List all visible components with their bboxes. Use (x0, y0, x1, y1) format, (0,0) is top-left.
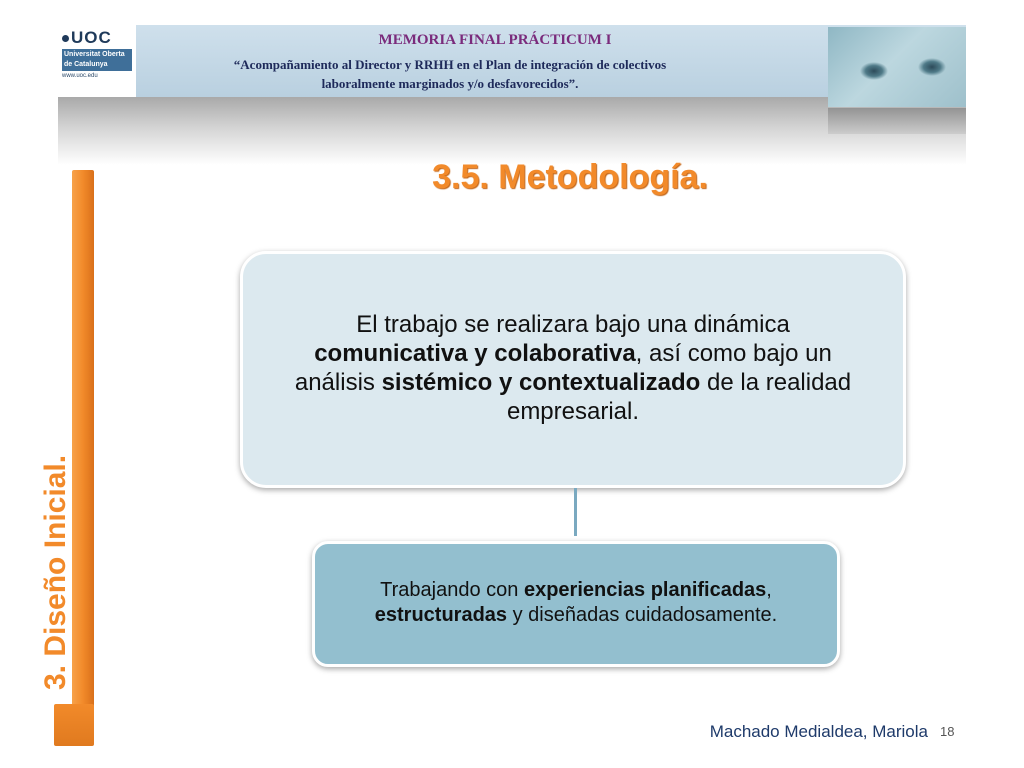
slide-title: 3.5. Metodología. (432, 158, 708, 196)
experiences-box (312, 541, 840, 667)
side-label (36, 420, 76, 690)
box-top-bold-1: comunicativa y colaborativa (314, 340, 636, 367)
header-title: MEMORIA FINAL PRÁCTICUM I (378, 32, 612, 48)
header-subtitle-line2: laboralmente marginados y/o desfavorecidos”. (321, 76, 579, 91)
uoc-logo-mark (62, 28, 132, 48)
eyes-photo (828, 27, 966, 107)
photo-reflection (828, 108, 966, 134)
logo-url: www.uoc.edu (62, 73, 98, 79)
methodology-box (240, 251, 906, 488)
page-number: 18 (940, 724, 955, 739)
logo-box (62, 49, 132, 71)
box-bottom-text-3: y diseñadas cuidadosamente. (507, 604, 778, 626)
logo-dot-icon (62, 35, 69, 42)
box-top-text-3: de la realidad empresarial. (506, 369, 852, 425)
box-bottom-bold-2: estructuradas (374, 604, 508, 626)
box-top-text-2: , así como bajo un análisis (294, 340, 832, 396)
logo-box-line2: de Catalunya (64, 61, 108, 68)
box-top-text-1: El trabajo se realizara bajo una dinámica (356, 311, 790, 338)
uoc-logo (58, 25, 136, 97)
footer-author: Machado Medialdea, Mariola (709, 722, 928, 741)
side-bar-foot (54, 704, 94, 746)
logo-box-line1: Universitat Oberta (64, 51, 125, 58)
box-bottom-bold-1: experiencias planificadas (523, 579, 767, 601)
box-top-bold-2: sistémico y contextualizado (381, 369, 701, 396)
connector-line (574, 488, 577, 536)
box-bottom-text-1: Trabajando con (380, 579, 524, 601)
header-subtitle (130, 55, 770, 93)
side-label-text: 3. Diseño Inicial. (39, 454, 72, 690)
header-subtitle-line1: “Acompañamiento al Director y RRHH en el Plan de integración de colectivos (233, 57, 667, 72)
logo-mark-text: UOC (71, 28, 112, 47)
box-bottom-text-2: , (766, 579, 772, 601)
